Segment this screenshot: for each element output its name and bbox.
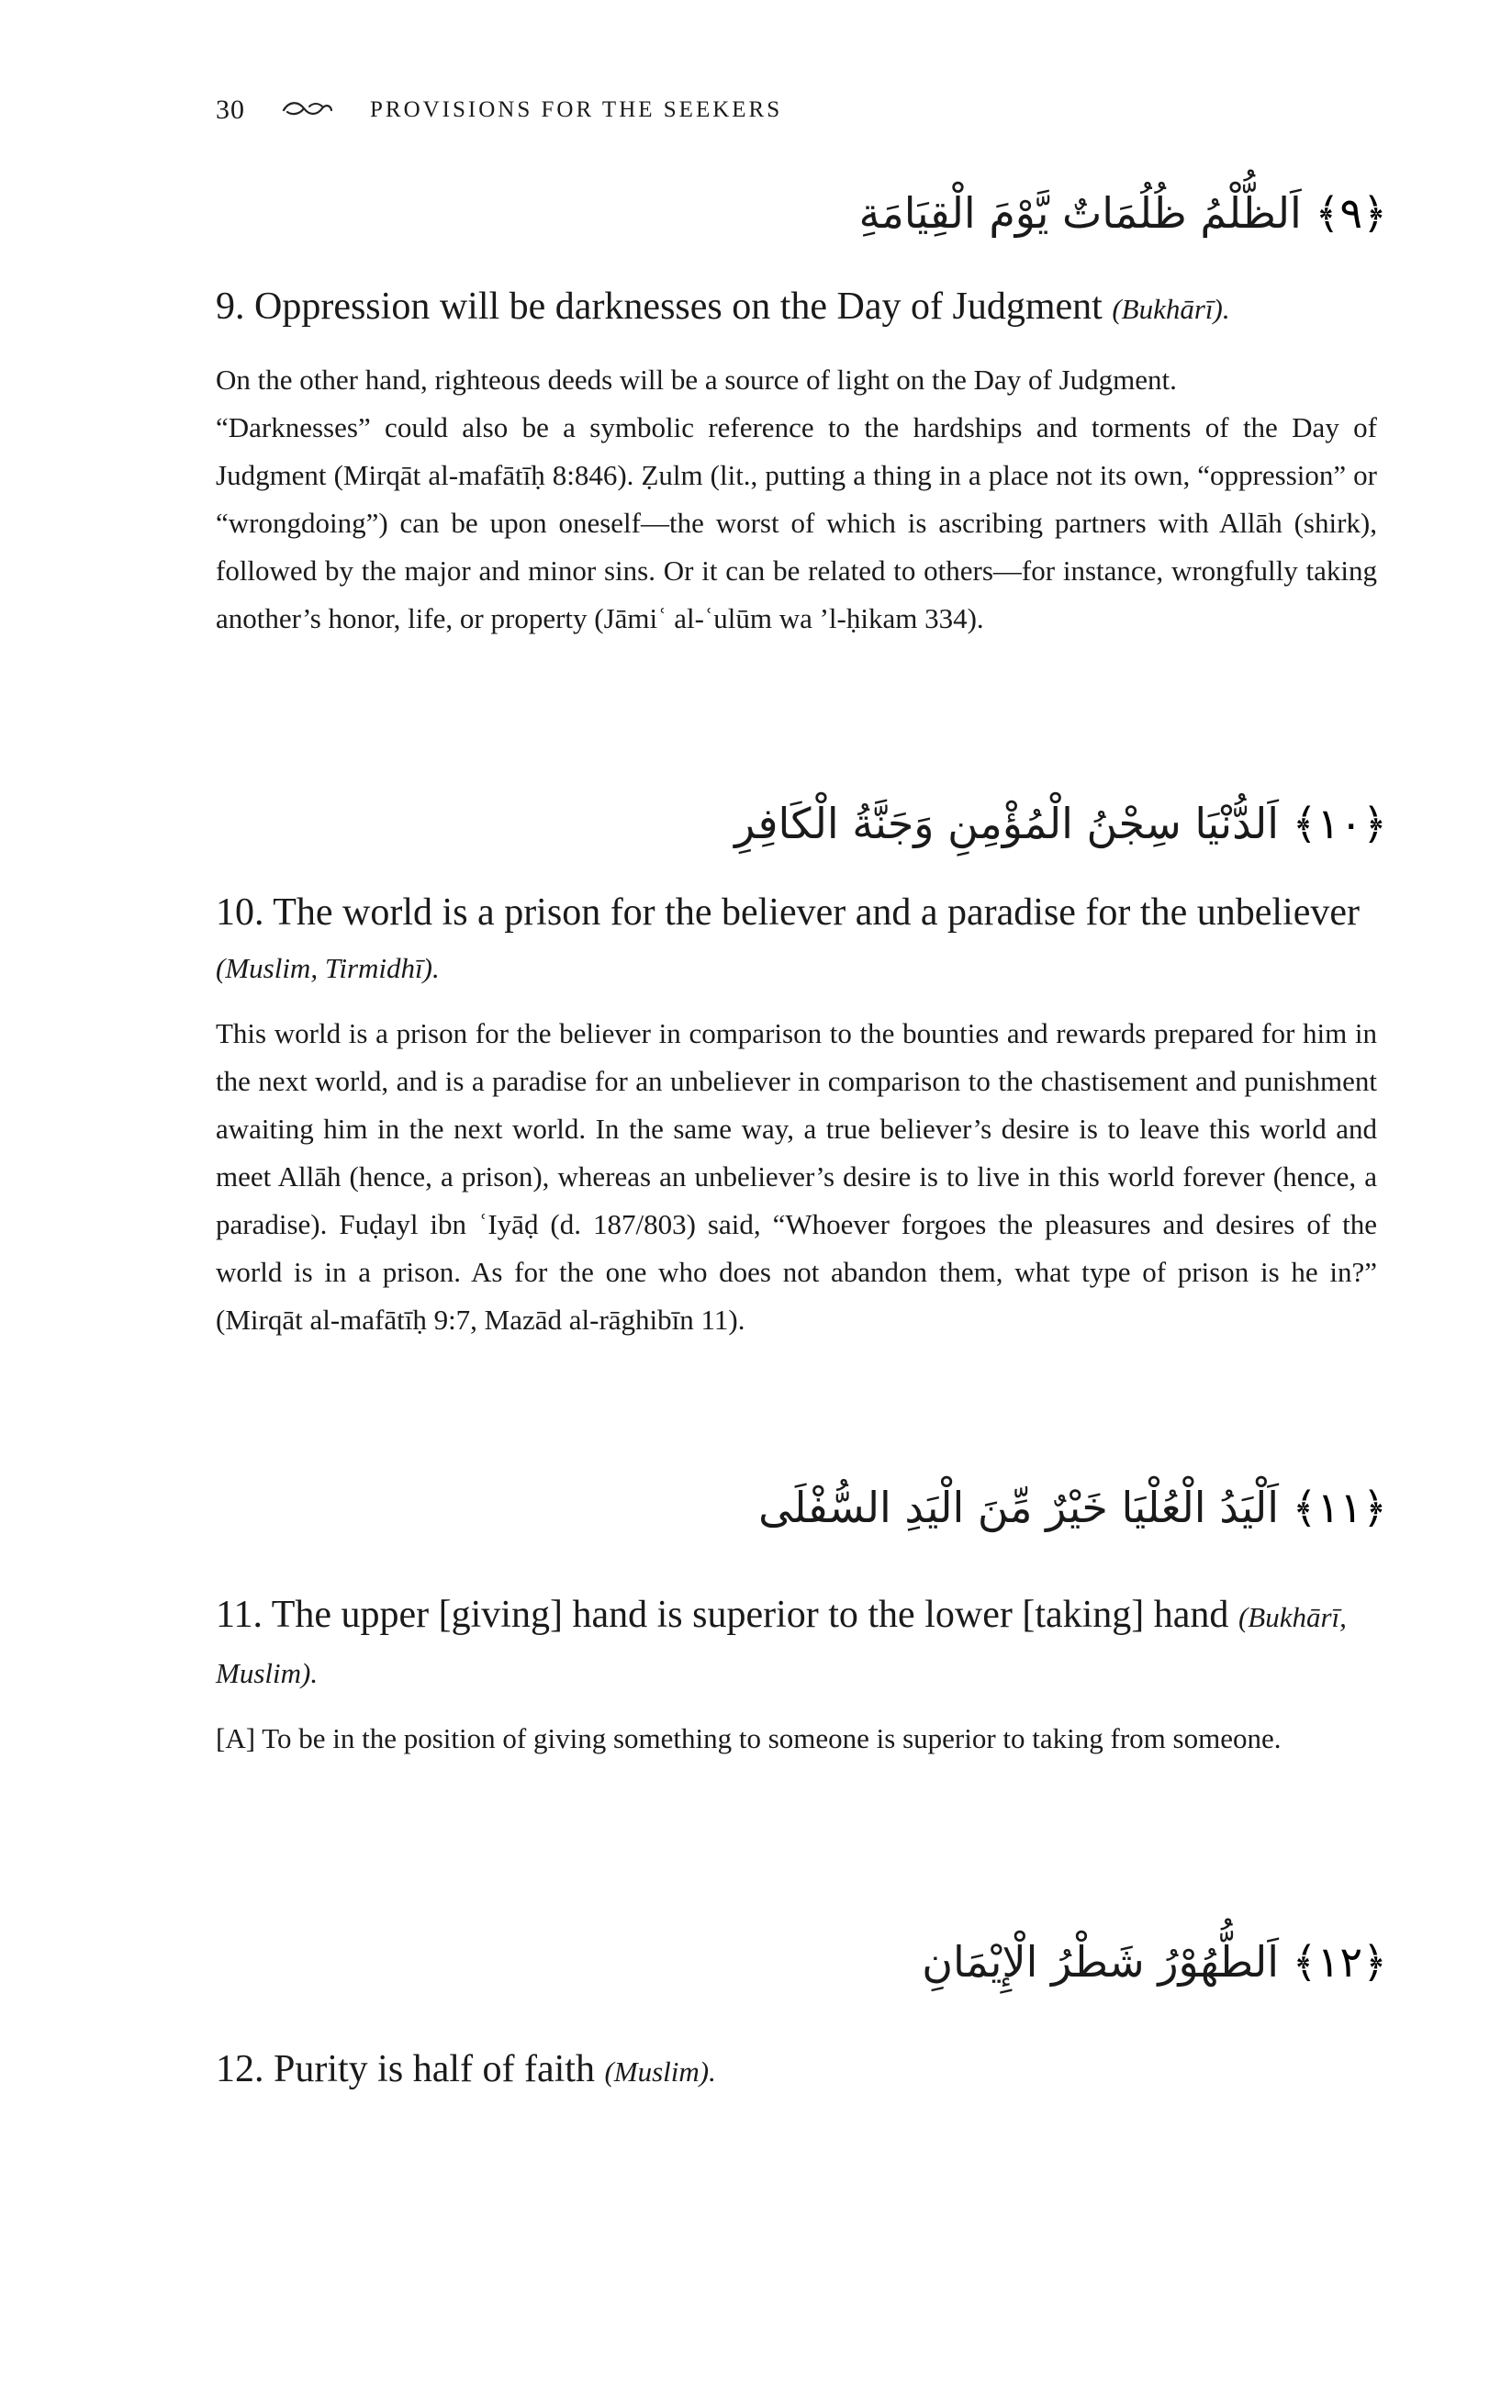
hadith-number: 11. xyxy=(216,1594,263,1636)
commentary-paragraph: This world is a prison for the believer in comparison to the bounties and rewards prepared for him in the next world, and is a paradise for an unbeliever in comparison to the chastisement and punishment awaiting him in the next world. In the same way, a true believer’s desire is to leave this world and meet Allāh (hence, a prison), whereas an unbeliever’s desire is to live in this world forever (hence, a paradise). Fuḍayl ibn ʿIyāḍ (d. 187/803) said, “Whoever forgoes the pleasures and desires of the world is in a prison. As for the one who does not abandon them, what type of prison is he in?” (Mirqāt al-mafātīḥ 9:7, Mazād al-rāghibīn 11). xyxy=(216,1017,1377,1336)
hadith-source: (Muslim, Tirmidhī). xyxy=(216,952,440,984)
commentary-paragraph: On the other hand, righteous deeds will be a source of light on the Day of Judgment. xyxy=(216,364,1177,396)
hadith-source: (Bukhārī, Muslim). xyxy=(216,1601,1347,1689)
arabic-number-10: ﴿١٠﴾ xyxy=(1292,799,1387,848)
hadith-translation-9 xyxy=(216,280,1372,336)
commentary-10 xyxy=(216,1010,1377,1344)
arabic-hadith-10 xyxy=(734,799,1387,849)
commentary-11 xyxy=(216,1715,1377,1763)
arabic-hadith-11 xyxy=(758,1483,1387,1533)
hadith-text: The upper [giving] hand is superior to the lower [taking] hand xyxy=(271,1594,1229,1636)
hadith-text: Oppression will be darknesses on the Day of Judgment xyxy=(254,286,1103,328)
arabic-text-11: اَلْيَدُ الْعُلْيَا خَيْرٌ مِّنَ الْيَدِ السُّفْلَى xyxy=(758,1483,1280,1532)
hadith-translation-10 xyxy=(216,886,1372,995)
fleuron-icon xyxy=(282,99,333,121)
arabic-number-11: ﴿١١﴾ xyxy=(1292,1483,1387,1532)
commentary-paragraph: “Darknesses” could also be a symbolic reference to the hardships and torments of the Day of Judgment (Mirqāt al-mafātīḥ 8:846). Ẓulm (lit., putting a thing in a place not its own, “oppression” or “wrongdoing”) can be upon oneself—the worst of which is ascribing partners with Allāh (shirk), followed by the major and minor sins. Or it can be related to others—for instance, wrongfully taking another’s honor, life, or property (Jāmiʿ al-ʿulūm wa ’l-ḥikam 334). xyxy=(216,411,1377,634)
arabic-hadith-12 xyxy=(922,1937,1387,1988)
hadith-translation-12 xyxy=(216,2043,1372,2099)
arabic-number-12: ﴿١٢﴾ xyxy=(1292,1937,1387,1987)
hadith-number: 9. xyxy=(216,286,245,328)
hadith-text: Purity is half of faith xyxy=(274,2048,595,2090)
commentary-paragraph: [A] To be in the position of giving something to someone is superior to taking from someone. xyxy=(216,1722,1282,1754)
arabic-number-9: ﴿٩﴾ xyxy=(1315,188,1387,238)
arabic-text-9: اَلظُّلْمُ ظُلُمَاتٌ يَّوْمَ الْقِيَامَةِ xyxy=(858,188,1302,238)
commentary-9 xyxy=(216,356,1377,643)
hadith-translation-11 xyxy=(216,1588,1372,1700)
running-head-title: PROVISIONS FOR THE SEEKERS xyxy=(370,97,783,122)
arabic-hadith-9 xyxy=(858,188,1387,239)
page-number: 30 xyxy=(216,95,245,125)
hadith-number: 10. xyxy=(216,891,264,934)
arabic-text-12: اَلطُّهُوْرُ شَطْرُ الْإِيْمَانِ xyxy=(922,1937,1280,1987)
arabic-text-10: اَلدُّنْيَا سِجْنُ الْمُؤْمِنِ وَجَنَّةُ الْكَافِرِ xyxy=(734,799,1280,848)
hadith-number: 12. xyxy=(216,2048,264,2090)
hadith-source: (Muslim). xyxy=(604,2055,716,2088)
hadith-source: (Bukhārī). xyxy=(1112,293,1230,325)
running-header xyxy=(216,92,1317,129)
hadith-text: The world is a prison for the believer and a paradise for the unbeliever xyxy=(273,891,1360,934)
